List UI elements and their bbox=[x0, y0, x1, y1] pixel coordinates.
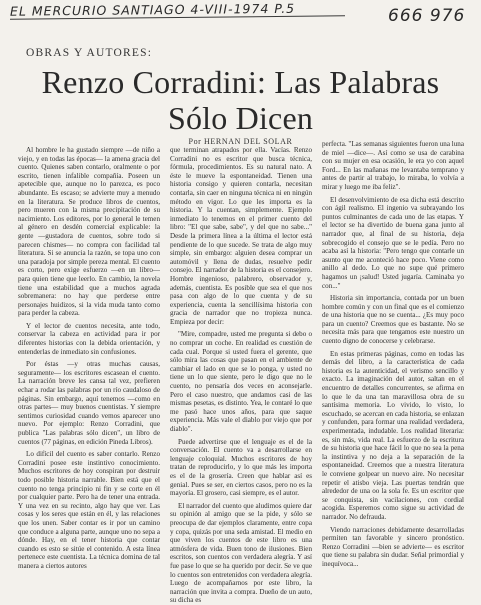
paragraph: Por éstas —y otras muchas causas, seguramente— los escritores escasean el cuento. La narración breve les cansa tal vez, prefieren echar a rodar las palabras por un río caudaloso de páginas. Sin embargo, aquí tenemos —como en otras partes— muy buenos cuentistas. Y siempre sentimos curiosidad cuando vemos aparecer uno nuevo. Por ejemplo: Renzo Corradini, que publica "Las palabras sólo dicen", un libro de cuentos (77 páginas, en edición Pineda Libros). bbox=[18, 360, 160, 446]
handwritten-source-note: EL MERCURIO SANTIAGO 4-VIII-1974 P.5 bbox=[9, 0, 296, 19]
article-title-line-2: Sólo Dicen bbox=[167, 100, 314, 136]
handwritten-code: 666 976 bbox=[388, 6, 466, 26]
text-column-2 bbox=[170, 146, 312, 605]
section-label: OBRAS Y AUTORES: bbox=[26, 47, 153, 59]
paragraph: El narrador del cuento que aludimos quiere dar su opinión al amigo que se la pide, y sólo se preocupa de dar ejemplos claramente, entre copa y copa, quizás por una seda amistad. El medio en que viven los cuentos de este libro es una atmósfera de vida. Buen tono de ilusiones. Bien escritos, son cuentos con verdadera alegría. Y así fue pase lo que se ha querido por decir. Se ve que lo cuentos son entretenidos con verdadera alegría. Luego de acompañarnos por este libro, la narración que invita a compra. Dueño de un auto, su dicha es bbox=[170, 501, 312, 605]
paragraph: En estas primeras páginas, como en todas las demás del libro, a la característica de cada historia es la autenticidad, el verismo sencillo y exacto. La imaginación del autor, saltan en el encuentro de detalles concurrentes, se afirma en lo que le da una tan maravillosa obra de su santísima memoria. Lo vivido, lo visto, lo escuchado, se acercan en cada historia, se enlazan y confunden, para formar una realidad verdadera, experimentada, indudable. Los realidad literaria: es, sin más, vida real. La esfuerzo de la escritura de su historia que hace fácil lo que no sea la pena la instintiva y no deja a la separación de la espontaneidad. Creemos que a nuestra literatura le conviene golpear un nuevo aire. No necesitar repetir el atisbo vieja. Las puertas tendrán que alrededor de una oo la sola fe. Es un escritor que se conquista, sin vacilaciones, con cordial acogida. Esperemos como sigue su actividad de narrador. No defrauda. bbox=[322, 349, 464, 521]
paragraph: Y el lector de cuentos necesita, ante todo, conservar la cabeza en actividad para ir por diferentes historias con la debida orientación, y entenderlas de inmediato sin confusiones. bbox=[18, 321, 160, 356]
article-title-line-1: Renzo Corradini: Las Palabras bbox=[41, 64, 440, 100]
paragraph: que terminan atrapados por ella. Vacías. Renzo Corradini no es escritor que busca técnica, fórmula, procedimientos. Es su natural nato. A éste le mueve la espontaneidad. Tienen una historia consigo y quieren contarla, necesitan contarla, sin caer en ninguna técnica ni en ningún método en vigor. Lo que les importa es la historia. Y la cuentan, simplemente. Ejemplo inmediato lo tenemos en el primer cuento del libro: "El que sabe, sabe", y del que no sabe..." Desde la primera línea a la última el lector está pendiente de lo que sucede. Se trata de algo muy simple, sin embargo: alguien desea comprar un automóvil y llena de dudas, resuelve pedir consejo. El narrador de la historia es el consejero. Hombre ingenioso, palabrero, observador y, además, cuentista. Es posible que sea el que nos pasa con algo de lo que cuenta y de su experiencia, cuenta la sencillísima historia con gracia de narrador que no tropieza nunca. Empieza por decir: bbox=[170, 146, 312, 326]
text-column-3 bbox=[322, 140, 464, 598]
paragraph: Lo difícil del cuento es saber contarlo. Renzo Corradini posee este instintivo conocimiento. Muchos escritores de hoy conspiran por destruir todo posible historia narrable. Bien está que el cuento no tenga principio ni fin y se corte en él por cualquier parte. Pero ha de tener una entrada. Y una vez en su recinto, algo hay que ver. Las cosas y los seres que están en él, y las relaciones que los unen. Saber contar es ir por un camino que conduce a alguna parte, aunque uno no sepa a dónde. Hay, en el tener historia que contar cuando es esto se sitúe el contenido. A esta línea pertenece este cuentista. La técnica domina de tal manera a ciertos autores bbox=[18, 450, 160, 570]
paragraph: Viendo narraciones debidamente desarrolladas permiten tan favorable y sincero pronóstico. Renzo Corradini —bien se advierte— es escritor que tiene su palabra sin dudar. Señal primordial y inequívoca... bbox=[322, 525, 464, 568]
paragraph: El desenvolvimiento de esa dicha está descrito con ágil realismo. El ingenio va subrayando los puntos culminantes de cada uno de las etapas. Y el lector se ha divertido de buena gana junto al narrador que, al final de su historia, deja sobrecogido el consejo que se le pedía. Pero no acaba así la historia: "Pero tengo que contarle un asunto que me aconteció hace poco. Viene como anillo al dedo. Lo que no supe qué primero hagamos un ¡salud! Usted jugaría. Caminaba yo con..." bbox=[322, 195, 464, 290]
paragraph: Al hombre le ha gustado siempre —de niño a viejo, y en todas las épocas— la amena gracia del cuento. Quienes saben contarlo, oralmente o por escrito, tienen infalible compañía. Poseen un apetecible que, aunque no lo parezca, es poco abundante. Es escaso; se advierte muy a menudo en la literatura. Se produce libros de cuentos, pero mueren con la misma precipitación de su nacimiento. Los editores, por lo general le temen al género en desdén comercial explicable: la gente —gustadora de cuentos, sobre todo si parecen chismes— no compra con facilidad tal literatura. Si se anuncia la razón, se topa uno con una paradoja por simple pereza mental. El cuento es corto, pero exige esfuerzo —en un libro— para quien tiene que leerlo. En cambio, la novela tiene una estabilidad que a muchos agrada sobremanera: no hay que perderse entre personajes huidizos, si la vida muda tanto como para perder la cabeza. bbox=[18, 146, 160, 318]
byline: Por HERNAN DEL SOLAR bbox=[188, 137, 293, 146]
paragraph: Historia sin importancia, contada por un buen hombre común y con un final que es el comienzo de una historia que no se cuenta... ¿Es muy poco para un cuento? Creemos que es bastante. No se necesita más para que tengamos este nuestro un cuento digno de conocerse y celebrarse. bbox=[322, 294, 464, 346]
text-column-1 bbox=[18, 146, 160, 598]
paragraph: Puede advertirse que el lenguaje es el de la conversación. El cuento va a desarrollarse en lenguaje coloquial. Muchos escritores de hoy tratan de reproducirlo, y lo que más les importa es el de la grosería. Creen que hablar así es genial. Pues se ser, en ciertos casos, pero no es la mayoría. El grosero, casi siempre, es el autor. bbox=[170, 437, 312, 498]
quote-paragraph: "Mire, compadre, usted me pregunta si debo o no comprar un coche. En realidad es cuestión de cada cual. Porque si usted fuera el gerente, que sólo mira las cosas que pasan en el ambiente de cambiar el lado en que se lo ponga, y usted no tiene un lo que siente, pero le digo que no le cuento, no pensaría dos veces en aconsejarle. Pero el caso nuestro, que andamos casi de las mismas pesetas, es distinto. Yea, le contaré lo que me pasó hace unos años, para que saque experiencia. Más vale el diablo por viejo que por diablo". bbox=[170, 330, 312, 433]
paragraph: perfecta. "Las semanas siguientes fueron una luna de miel —dice—. Así como se usa de carabina con su mujer en esa ocasión, le era yo con aquel Ford... En las mañanas me levantaba temprano y antes de partir al trabajo, lo miraba, lo volvía a mirar y luego me iba feliz". bbox=[322, 140, 464, 191]
